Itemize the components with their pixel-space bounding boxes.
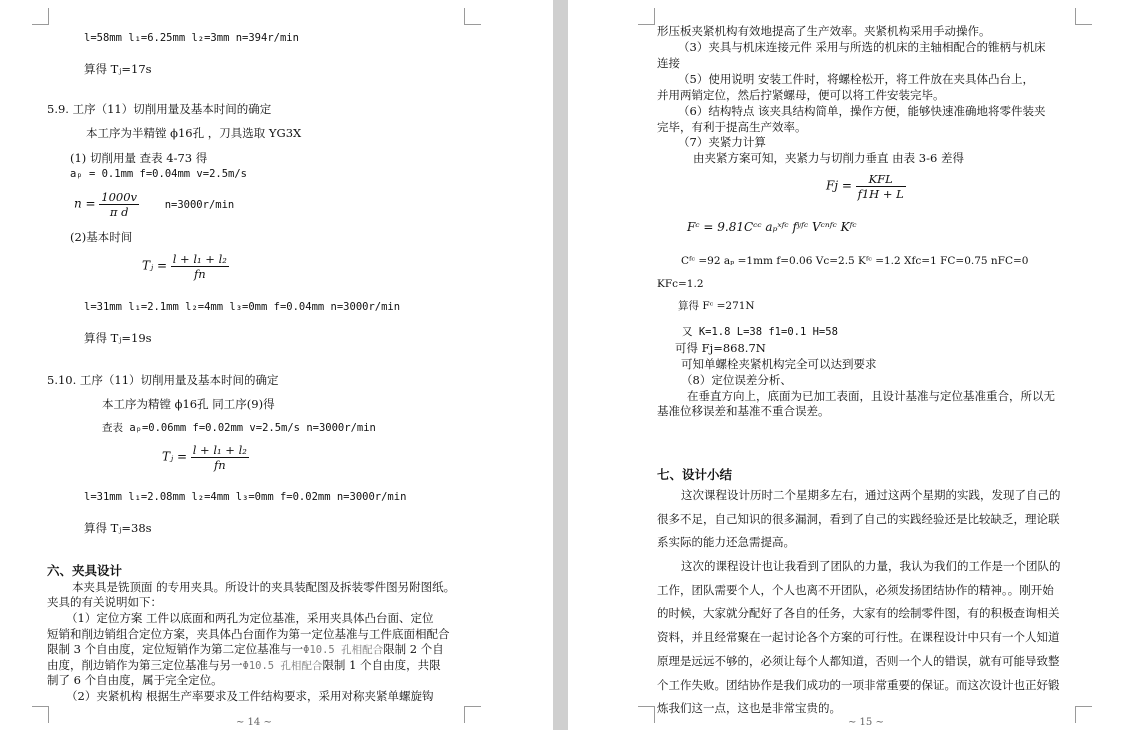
paragraph-line: 完毕，有利于提高生产效率。 (657, 120, 807, 134)
page-number: ∼ 15 ∼ (848, 717, 884, 728)
formula-fraction (191, 443, 249, 472)
formula-lhs: n = (74, 196, 96, 211)
base-time-heading: (2)基本时间 (70, 230, 133, 244)
time-params-2: l=31mm l₁=2.08mm l₂=4mm l₃=0mm f=0.02mm n=3000r/min (84, 491, 407, 503)
page-14 (0, 0, 553, 730)
paragraph-line: 形压板夹紧机构有效地提高了生产效率。夹紧机构采用手动操作。 (657, 24, 991, 38)
time-params: l=31mm l₁=2.1mm l₂=4mm l₃=0mm f=0.04mm n=3000r/min (84, 301, 401, 313)
text-run: 由度，削边销作为第三定位基准与另一 (47, 658, 243, 672)
section-5-10-title: 5.10. 工序（11）切削用量及基本时间的确定 (47, 373, 279, 387)
paragraph-line: 基准位移误差和基准不重合误差。 (657, 404, 830, 418)
time-formula-2 (162, 443, 249, 472)
paragraph-line: 系实际的能力还急需提高。 (657, 535, 795, 549)
page-gutter (553, 0, 568, 730)
time-result: 算得 Tⱼ=19s (84, 331, 152, 345)
crop-mark-bottom-right (464, 706, 481, 723)
paragraph-line: 的时候，大家就分配好了各自的任务，大家有的绘制零件图，有的积极查询相关 (657, 606, 1060, 620)
paragraph-line: 这次的课程设计也让我看到了团队的力量，我认为我们的工作是一个团队的 (681, 559, 1061, 573)
section-6-title: 六、夹具设计 (47, 563, 123, 578)
crop-mark-top-right (464, 8, 481, 25)
paragraph-line: 炼我们这一点，这也是非常宝贵的。 (657, 701, 841, 715)
section-5-10-params: 查表 aₚ=0.06mm f=0.02mm v=2.5m/s n=3000r/min (102, 422, 376, 434)
text-run-highlight: Φ10.5 孔相配合 (303, 644, 384, 656)
k-params-line: 又 K=1.8 L=38 f1=0.1 H=58 (682, 326, 838, 338)
fraction-numerator: l + l₁ + l₂ (192, 443, 247, 457)
formula-fraction (99, 190, 139, 219)
section-5-9-title: 5.9. 工序（11）切削用量及基本时间的确定 (47, 102, 272, 116)
constants-line: Cᶠᶜ =92 aₚ =1mm f=0.06 Vc=2.5 Kᶠᶜ =1.2 Xfc=1 FC=0.75 nFC=0 (681, 255, 1029, 267)
text-run-highlight: Φ10.5 孔相配合 (242, 660, 323, 672)
time-result-2: 算得 Tⱼ=38s (84, 521, 152, 535)
paragraph-line: 可知单螺栓夹紧机构完全可以达到要求 (681, 357, 877, 371)
paragraph-line: 夹具的有关说明如下： (47, 595, 162, 609)
paragraph-line: 本夹具是铣顶面 的专用夹具。所设计的夹具装配图及拆装零件图另附图纸。 (72, 580, 456, 594)
paragraph-line: （8）定位误差分析、 (681, 373, 792, 387)
fraction-numerator: 1000v (101, 190, 138, 204)
formula-lhs: Fj = (826, 178, 852, 193)
fraction-numerator: KFL (856, 172, 906, 187)
paragraph-line: 短销和削边销组合定位方案，夹具体凸台面作为第一定位基准与工件底面相配合 (47, 627, 450, 641)
text-run: 限制 3 个自由度，定位短销作为第二定位基准与一 (47, 642, 304, 656)
text-run: 限制 1 个自由度，共限 (322, 658, 441, 672)
paragraph-line: （2）夹紧机构 根据生产率要求及工件结构要求，采用对称夹紧单螺旋钩 (66, 689, 434, 703)
paragraph-line: （1）定位方案 工件以底面和两孔为定位基准，采用夹具体凸台面、定位 (66, 611, 434, 625)
crop-mark-bottom-left (638, 706, 655, 723)
fraction-denominator: fn (213, 458, 226, 472)
page-number: ∼ 14 ∼ (236, 717, 272, 728)
formula-lhs: Tⱼ = (142, 258, 168, 273)
paragraph-line: 个工作失败。团结协作是我们成功的一项非常重要的保证。而这次设计也正好锻 (657, 678, 1060, 692)
time-formula (142, 252, 229, 281)
section-7-title: 七、设计小结 (657, 467, 733, 482)
formula-result: n=3000r/min (164, 198, 235, 211)
cut-amount-line: (1) 切削用量 查表 4-73 得 (70, 151, 208, 165)
text-run: 限制 2 个自 (383, 642, 444, 656)
paragraph-line: 制了 6 个自由度，属于完全定位。 (47, 673, 223, 687)
cut-params: aₚ = 0.1mm f=0.04mm v=2.5m/s (70, 168, 248, 180)
section-5-9-desc: 本工序为半精镗 ϕ16孔 ，刀具选取 YG3X (86, 126, 302, 140)
paragraph-line: 资料，并且经常聚在一起讨论各个方案的可行性。在课程设计中只有一个人知道 (657, 630, 1060, 644)
paragraph-line: 很多不足，自己知识的很多漏洞，看到了自己的实践经验还是比较缺乏，理论联 (657, 512, 1060, 526)
paragraph-line (47, 642, 444, 658)
paragraph-line: （3）夹具与机床连接元件 采用与所选的机床的主轴相配合的锥柄与机床 (678, 40, 1046, 54)
section-5-10-desc: 本工序为精镗 ϕ16孔 同工序(9)得 (102, 397, 275, 411)
crop-mark-bottom-left (32, 706, 49, 723)
clamp-force-result: 可得 Fj=868.7N (675, 341, 766, 355)
fraction-denominator: π d (109, 205, 129, 219)
paragraph-line: （7）夹紧力计算 (678, 135, 766, 149)
paragraph-line: （5）使用说明 安装工件时，将螺栓松开，将工件放在夹具体凸台上， (678, 72, 1034, 86)
cutting-force-formula: Fᶜ = 9.81Cᶜᶜ aₚˣᶠᶜ fʸᶠᶜ Vᶜⁿᶠᶜ Kᶠᶜ (687, 220, 857, 234)
paragraph-line: 由夹紧方案可知，夹紧力与切削力垂直 由表 3-6 差得 (693, 151, 964, 165)
speed-formula (74, 190, 234, 219)
cutting-force-result: 算得 Fᶜ =271N (678, 300, 755, 312)
paragraph-line (47, 658, 441, 674)
clamp-force-formula (826, 172, 906, 201)
fraction-denominator: f1H + L (857, 187, 904, 201)
formula-fraction (171, 252, 229, 281)
paragraph-line: （6）结构特点 该夹具结构简单，操作方便，能够快速准确地将零件装夹 (678, 104, 1046, 118)
formula-fraction (856, 172, 906, 201)
paragraph-line: 并用两销定位，然后拧紧螺母，便可以将工件安装完毕。 (657, 88, 945, 102)
formula-lhs: Tⱼ = (162, 449, 188, 464)
paragraph-line: 在垂直方向上，底面为已加工表面，且设计基准与定位基准重合，所以无 (687, 389, 1055, 403)
result-line: 算得 Tⱼ=17s (84, 62, 152, 76)
paragraph-line: 工作，团队需要个人，个人也离不开团队，必须发扬团结协作的精神。。刚开始 (657, 583, 1054, 597)
kfc-line: KFc=1.2 (657, 278, 704, 290)
params-line: l=58mm l₁=6.25mm l₂=3mm n=394r/min (84, 32, 299, 44)
crop-mark-top-left (638, 8, 655, 25)
paragraph-line: 连接 (657, 56, 680, 70)
crop-mark-top-right (1075, 8, 1092, 25)
paragraph-line: 这次课程设计历时二个星期多左右，通过这两个星期的实践，发现了自己的 (681, 488, 1061, 502)
page-15 (568, 0, 1135, 730)
crop-mark-bottom-right (1075, 706, 1092, 723)
paragraph-line: 原理是远远不够的，必须让每个人都知道，否则一个人的错误，就有可能导致整 (657, 654, 1060, 668)
crop-mark-top-left (32, 8, 49, 25)
fraction-numerator: l + l₁ + l₂ (172, 252, 227, 266)
fraction-denominator: fn (193, 267, 206, 281)
